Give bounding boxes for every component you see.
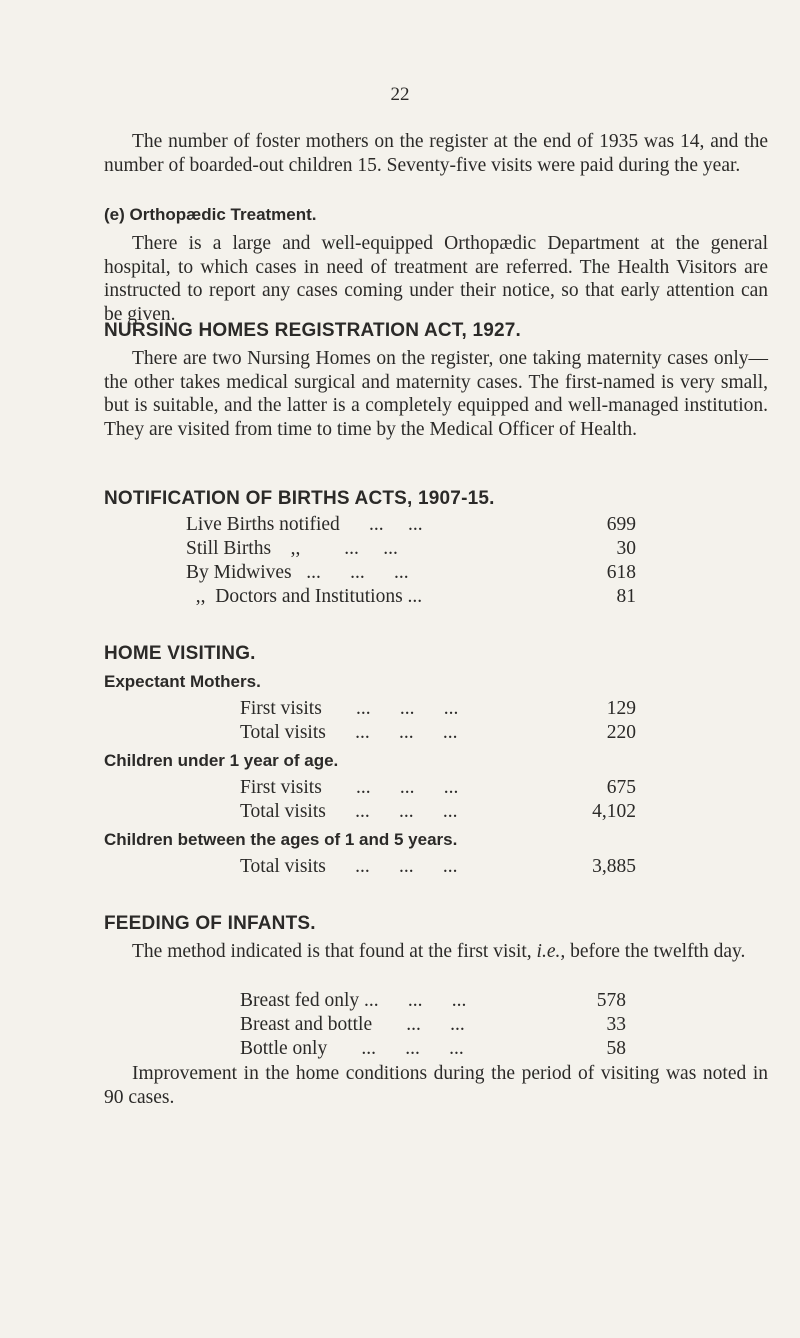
notification-row-value: 618: [606, 562, 636, 583]
improvement-paragraph: Improvement in the home conditions during the period of visiting was noted in 90 cases.: [104, 1063, 768, 1108]
feeding-row-label: Bottle only ... ... ...: [240, 1038, 464, 1059]
visits-row-label: First visits ... ... ...: [240, 777, 459, 798]
visits-row-label: First visits ... ... ...: [240, 698, 459, 719]
visits-row-label: Total visits ... ... ...: [240, 722, 458, 743]
visits-row-label: Total visits ... ... ...: [240, 856, 458, 877]
orthopaedic-heading: (e) Orthopædic Treatment.: [104, 205, 317, 224]
notification-row-label: Still Births ,, ... ...: [186, 538, 398, 559]
foster-mothers-paragraph: The number of foster mothers on the register at the end of 1935 was 14, and the number of boarded-out children 15. Seventy-five visits were paid during the year.: [104, 131, 768, 176]
visits-row-value: 129: [606, 698, 636, 719]
feeding-row-value: 578: [596, 990, 626, 1011]
notification-row-label: By Midwives ... ... ...: [186, 562, 409, 583]
feeding-row-label: Breast and bottle ... ...: [240, 1014, 465, 1035]
feeding-row-value: 33: [606, 1014, 626, 1035]
visits-row-value: 220: [606, 722, 636, 743]
visits-row-value: 4,102: [592, 801, 636, 822]
visits-row-value: 3,885: [592, 856, 636, 877]
expectant-mothers-label: Expectant Mothers.: [104, 672, 261, 691]
notification-row-value: 699: [606, 514, 636, 535]
feeding-row-value: 58: [606, 1038, 626, 1059]
children-1-to-5-label: Children between the ages of 1 and 5 years.: [104, 830, 458, 849]
page-number: 22: [390, 84, 410, 105]
orthopaedic-paragraph: There is a large and well-equipped Orthopædic Department at the general hospital, to which cases in need of treatment are referred. The Health Visitors are instructed to report any cases coming under their notice, so that early attention can be given.: [104, 233, 768, 325]
home-visiting-heading: HOME VISITING.: [104, 643, 256, 664]
feeding-heading: FEEDING OF INFANTS.: [104, 913, 316, 934]
notification-row-label: ,, Doctors and Institutions ...: [186, 586, 423, 607]
feeding-paragraph: The method indicated is that found at the first visit, i.e., before the twelfth day.: [132, 941, 746, 962]
children-under-1-label: Children under 1 year of age.: [104, 751, 339, 770]
notification-row-label: Live Births notified ... ...: [186, 514, 423, 535]
notification-row-value: 30: [616, 538, 636, 559]
notification-row-value: 81: [616, 586, 636, 607]
visits-row-label: Total visits ... ... ...: [240, 801, 458, 822]
nursing-homes-paragraph: There are two Nursing Homes on the register, one taking maternity cases only—the other takes medical surgical and maternity cases. The first-named is very small, but is suitable, and the latter is a completely equipped and well-managed institution. They are visited from time to time by the Medical Officer of Health.: [104, 348, 768, 440]
notification-heading: NOTIFICATION OF BIRTHS ACTS, 1907-15.: [104, 488, 495, 509]
visits-row-value: 675: [606, 777, 636, 798]
nursing-homes-heading: NURSING HOMES REGISTRATION ACT, 1927.: [104, 320, 522, 341]
ie-abbreviation: i.e.,: [536, 941, 566, 962]
feeding-row-label: Breast fed only ... ... ...: [240, 990, 467, 1011]
